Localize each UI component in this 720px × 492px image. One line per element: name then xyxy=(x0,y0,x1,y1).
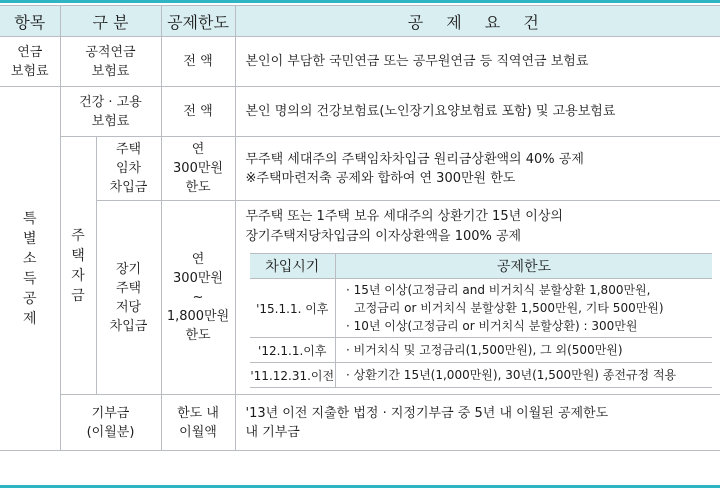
bottom-accent-band xyxy=(0,485,720,488)
subtable-limit xyxy=(336,279,713,338)
item-special-income-deduction xyxy=(0,87,60,451)
header-requirement: 공 제 요 건 xyxy=(235,6,720,37)
subtable-limit xyxy=(336,338,713,363)
mortgage-subtable xyxy=(250,253,713,388)
subtable-period: '12.1.1.이후 xyxy=(250,338,336,363)
requirement-donation: '13년 이전 지출한 법정 · 지정기부금 중 5년 내 이월된 공제한도 내 기부금 xyxy=(235,395,720,451)
requirement-health: 본인 명의의 건강보험료(노인장기요양보험료 포함) 및 고용보험료 xyxy=(235,87,720,137)
category-housing-group xyxy=(60,137,96,395)
limit-donation: 한도 내 이월액 xyxy=(161,395,235,451)
header-limit: 공제한도 xyxy=(161,6,235,37)
category-pension: 공적연금 보험료 xyxy=(60,37,161,87)
housing-group-label: 주택자금 xyxy=(71,227,85,304)
requirement-rent-loan: 무주택 세대주의 주택임차차입금 원리금상환액의 40% 공제 ※주택마련저축 공제와 합하여 연 300만원 한도 xyxy=(235,137,720,201)
subtable-line: · 15년 이상(고정금리 and 비거치식 분할상환 1,800만원, xyxy=(346,283,651,297)
row-donation xyxy=(0,395,720,451)
subtable-header-row xyxy=(250,254,713,279)
requirement-mortgage: 무주택 또는 1주택 보유 세대주의 상환기간 15년 이상의 장기주택저당차입금의 이자상환액을 100% 공제 xyxy=(245,209,563,244)
row-health xyxy=(0,87,720,137)
row-mortgage xyxy=(0,201,720,395)
limit-mortgage: 연 300만원 ~ 1,800만원 한도 xyxy=(161,201,235,395)
item-pension: 연금 보험료 xyxy=(0,37,60,87)
header-item: 항목 xyxy=(0,6,60,37)
subtable-period: '11.12.31.이전 xyxy=(250,363,336,388)
subtable-line: · 10년 이상(고정금리 or 비거치식 분할상환) : 300만원 xyxy=(346,319,638,333)
subtable-period: '15.1.1. 이후 xyxy=(250,279,336,338)
deduction-table xyxy=(0,5,720,451)
row-pension xyxy=(0,37,720,87)
special-group-label: 특별소득공제 xyxy=(22,210,37,327)
subtable-row xyxy=(250,363,713,388)
requirement-pension: 본인이 부담한 국민연금 또는 공무원연금 등 직역연금 보험료 xyxy=(235,37,720,87)
limit-health: 전 액 xyxy=(161,87,235,137)
subtable-row xyxy=(250,279,713,338)
subtable-row xyxy=(250,338,713,363)
category-mortgage: 장기 주택 저당 차입금 xyxy=(96,201,161,395)
top-accent-band xyxy=(0,0,720,3)
limit-pension: 전 액 xyxy=(161,37,235,87)
category-donation: 기부금 (이월분) xyxy=(60,395,161,451)
subtable-line: 고정금리 or 비거치식 분할상환 1,500만원, 기타 500만원) xyxy=(354,301,664,315)
row-rent-loan xyxy=(0,137,720,201)
requirement-mortgage-cell xyxy=(235,201,720,395)
subtable-header-limit: 공제한도 xyxy=(336,254,713,279)
header-row xyxy=(0,6,720,37)
limit-rent-loan: 연 300만원 한도 xyxy=(161,137,235,201)
subtable-line: · 상환기간 15년(1,000만원), 30년(1,500만원) 종전규정 적용 xyxy=(346,368,677,382)
subtable-header-period: 차입시기 xyxy=(250,254,336,279)
header-category: 구 분 xyxy=(60,6,161,37)
category-health: 건강 · 고용 보험료 xyxy=(60,87,161,137)
mortgage-subtable-wrap xyxy=(236,253,720,394)
category-rent-loan: 주택 임차 차입금 xyxy=(96,137,161,201)
subtable-limit xyxy=(336,363,713,388)
subtable-line: · 비거치식 및 고정금리(1,500만원), 그 외(500만원) xyxy=(346,343,623,357)
